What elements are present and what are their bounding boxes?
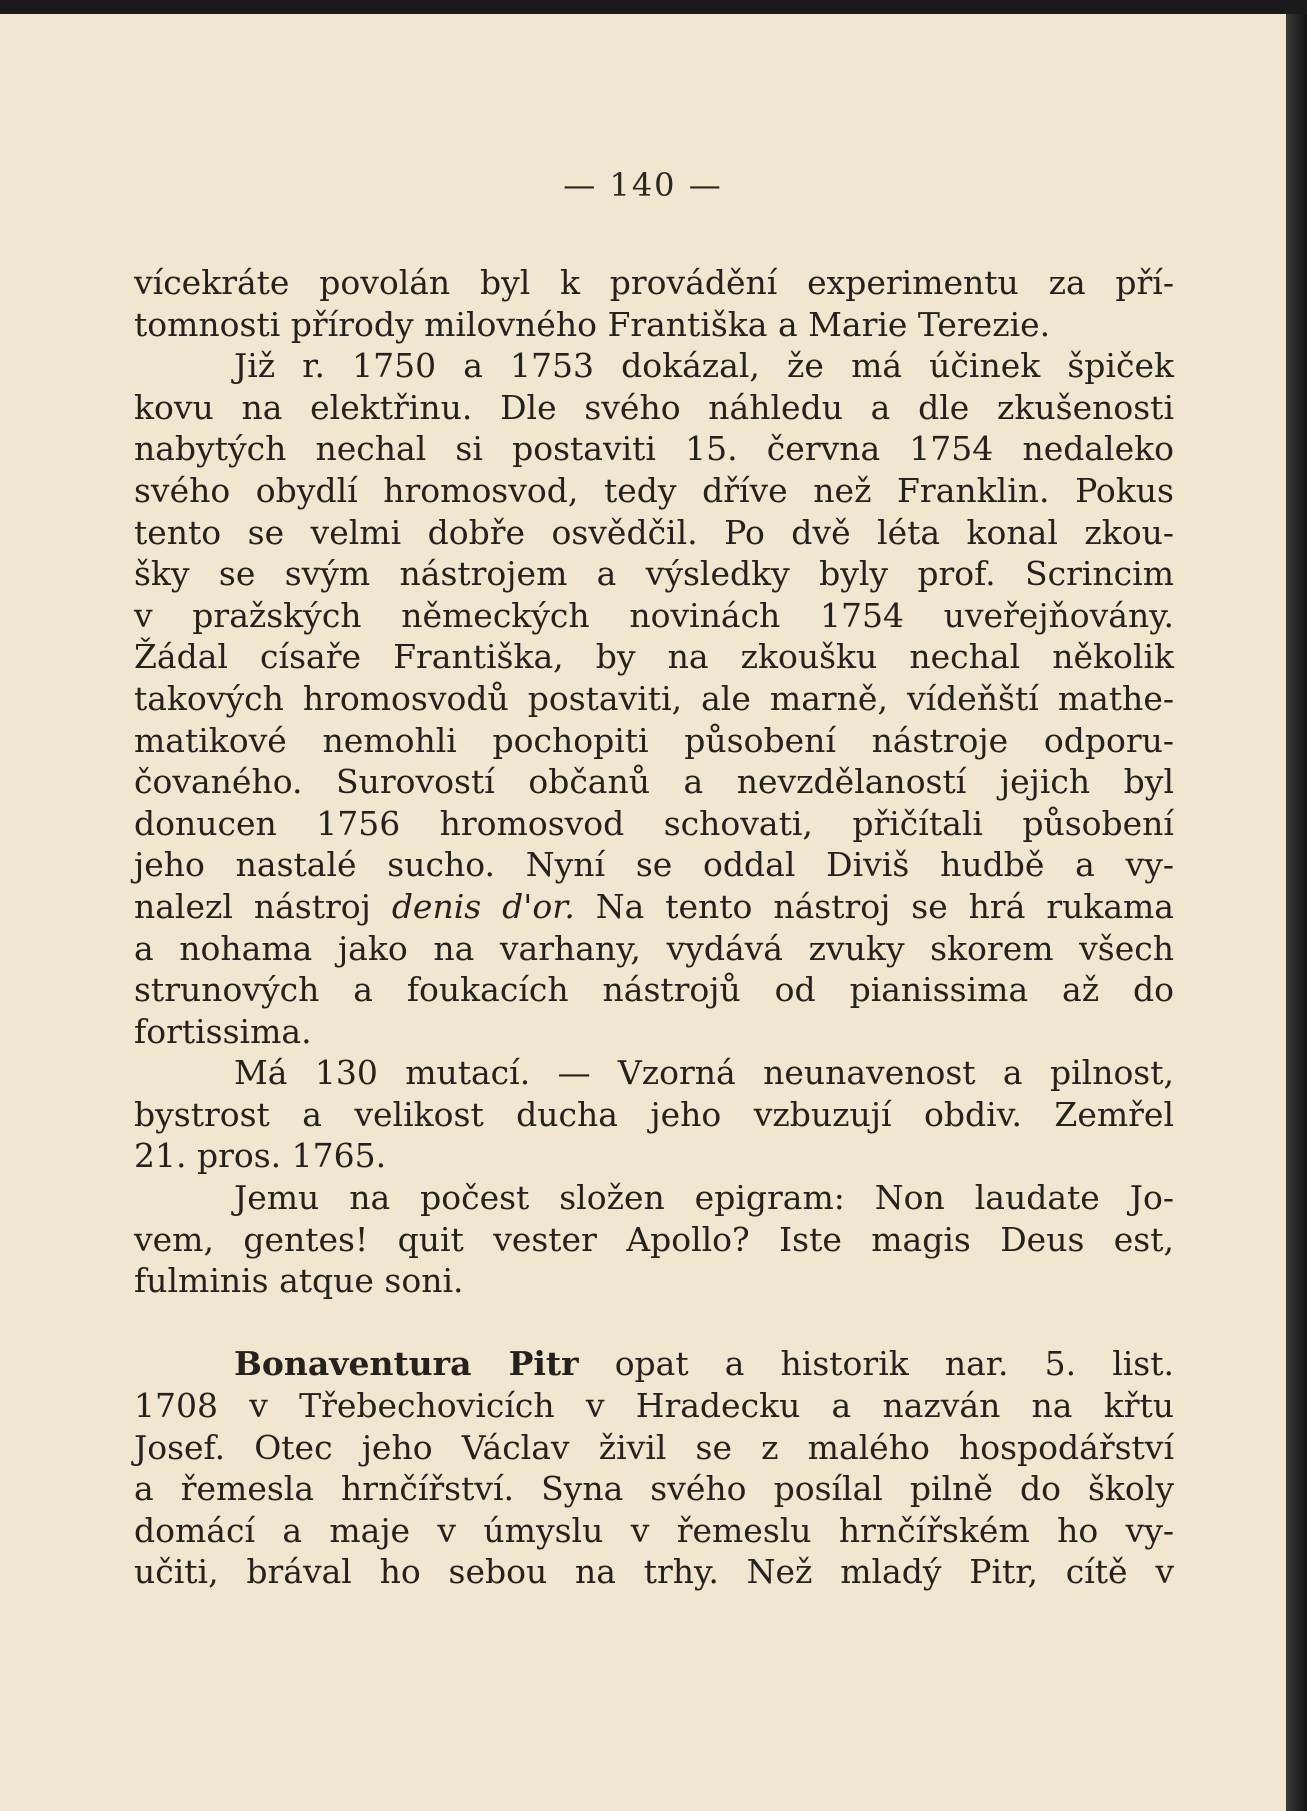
text-line: fulminis atque soni. <box>134 1261 464 1301</box>
text-line: jeho nastalé sucho. Nyní se oddal Diviš hudbě a vy- <box>134 845 1174 885</box>
text-line: a řemesla hrnčířství. Syna svého posílal pilně do školy <box>134 1469 1174 1509</box>
text-line: svého obydlí hromosvod, tedy dříve než Franklin. Pokus <box>134 470 1174 510</box>
bold-name: Bonaventura Pitr <box>234 1344 579 1384</box>
text-line: bystrost a velikost ducha jeho vzbuzují obdiv. Zemřel <box>134 1094 1174 1134</box>
text-line: donucen 1756 hromosvod schovati, přičítali působení <box>134 803 1174 843</box>
text-line: vem, gentes! quit vester Apollo? Iste magis Deus est, <box>134 1219 1174 1259</box>
text-line: nabytých nechal si postaviti 15. června 1754 nedaleko <box>134 429 1174 469</box>
text-line: Jemu na počest složen epigram: Non laudate Jo- <box>234 1178 1174 1218</box>
text-line-with-bold <box>134 1343 1174 1385</box>
text-line: tomnosti přírody milovného Františka a Marie Terezie. <box>134 304 1051 344</box>
text-line: čovaného. Surovostí občanů a nevzdělaností jejich byl <box>134 762 1174 802</box>
text-segment: opat a historik nar. 5. list. <box>578 1344 1174 1384</box>
paragraph-gap <box>134 1302 1174 1344</box>
text-line: fortissima. <box>134 1011 312 1051</box>
text-line: kovu na elektřinu. Dle svého náhledu a dle zkušenosti <box>134 387 1174 427</box>
body-text <box>134 262 1174 1593</box>
text-line: Josef. Otec jeho Václav živil se z malého hospodářství <box>134 1427 1174 1467</box>
text-segment: nalezl nástroj <box>134 886 392 926</box>
text-line: šky se svým nástrojem a výsledky byly prof. Scrincim <box>134 554 1174 594</box>
page-number: — 140 — <box>563 166 723 204</box>
italic-term: denis d'or. <box>391 886 575 926</box>
book-page <box>0 14 1286 1811</box>
text-line: strunových a foukacích nástrojů od pianissima až do <box>134 970 1174 1010</box>
text-segment: Na tento nástroj se hrá rukama <box>574 886 1174 926</box>
text-line: domácí a maje v úmyslu v řemeslu hrnčířském ho vy- <box>134 1510 1174 1550</box>
text-line: 21. pros. 1765. <box>134 1136 387 1176</box>
book-edge <box>1286 14 1307 1811</box>
text-line: matikové nemohli pochopiti působení nástroje odporu- <box>134 720 1174 760</box>
text-line-with-italic <box>134 886 1174 928</box>
text-line: a nohama jako na varhany, vydává zvuky skorem všech <box>134 928 1174 968</box>
text-line: v pražských německých novinách 1754 uveřejňovány. <box>134 595 1174 635</box>
text-line: Již r. 1750 a 1753 dokázal, že má účinek špiček <box>234 346 1174 386</box>
text-line: vícekráte povolán byl k provádění experimentu za pří- <box>134 263 1174 302</box>
text-line: Žádal císaře Františka, by na zkoušku nechal několik <box>134 637 1174 677</box>
text-line: Má 130 mutací. — Vzorná neunavenost a pilnost, <box>234 1053 1174 1093</box>
text-line: 1708 v Třebechovicích v Hradecku a nazván na křtu <box>134 1386 1174 1426</box>
text-line: učiti, brával ho sebou na trhy. Než mladý Pitr, cítě v <box>134 1552 1174 1592</box>
text-line: tento se velmi dobře osvědčil. Po dvě léta konal zkou- <box>134 512 1174 552</box>
text-line: takových hromosvodů postaviti, ale marně, vídeňští mathe- <box>134 678 1174 718</box>
